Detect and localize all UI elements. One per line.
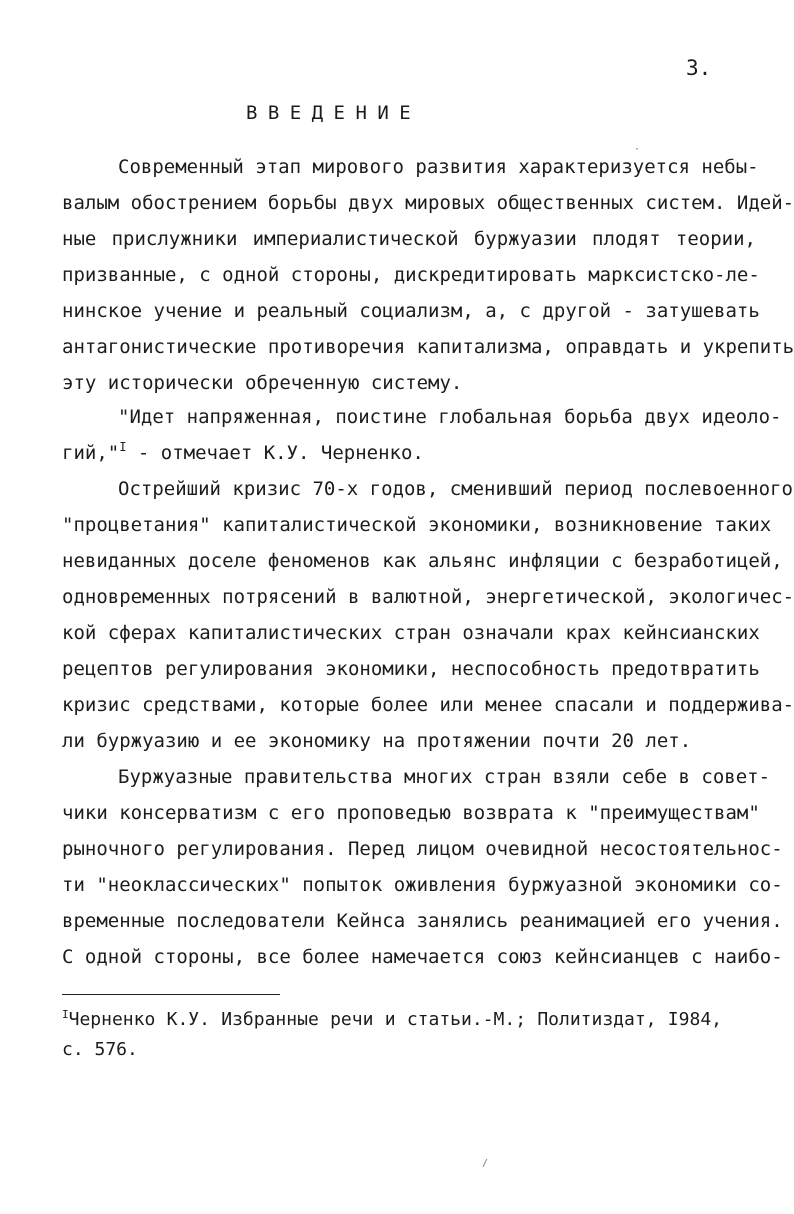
text-line: ные прислужники империалистической буржуазии плодят теории,	[62, 228, 756, 250]
text-line: кой сферах капиталистических стран означали крах кейнсианских	[62, 622, 760, 644]
footnote-line: с. 576.	[62, 1039, 138, 1060]
page-title: ВВЕДЕНИЕ	[246, 102, 422, 124]
text-line: нинское учение и реальный социализм, а, с другой - затушевать	[62, 300, 760, 322]
footnote-marker: I	[62, 1008, 69, 1021]
text-line: одновременных потрясений в валютной, энергетической, экологичес-	[62, 586, 794, 608]
text-line: призванные, с одной стороны, дискредитировать марксистско-ле-	[62, 264, 760, 286]
text-line: временные последователи Кейнса занялись реанимацией его учения.	[62, 910, 783, 932]
footnote-citation: Черненко К.У. Избранные речи и статьи.-М.; Политиздат, I984,	[68, 1009, 722, 1030]
text-line: рыночного регулирования. Перед лицом очевидной несостоятельнос-	[62, 838, 783, 860]
footnote-reference: I	[119, 440, 127, 454]
scan-speck: ·	[634, 144, 641, 155]
page-number: 3.	[686, 56, 712, 80]
footnote-separator	[62, 994, 280, 995]
text-line: ли буржуазию и ее экономику на протяжении почти 20 лет.	[62, 730, 692, 752]
text-line: Современный этап мирового развития характеризуется небы-	[118, 156, 759, 178]
text-line: "процветания" капиталистической экономики, возникновение таких	[62, 514, 772, 536]
text-line	[62, 440, 756, 466]
text-line: невиданных доселе феноменов как альянс инфляции с безработицей,	[62, 550, 783, 572]
text-line: антагонистические противоречия капитализма, оправдать и укрепить	[62, 336, 794, 358]
text-line: С одной стороны, все более намечается союз кейнсианцев с наибо-	[62, 946, 783, 968]
scan-speck: /	[482, 1158, 489, 1169]
text-line: валым обострением борьбы двух мировых общественных систем. Идей-	[62, 192, 794, 214]
text-line: ти "неоклассических" попыток оживления буржуазной экономики со-	[62, 874, 783, 896]
text-line: кризис средствами, которые более или менее спасали и поддержива-	[62, 694, 794, 716]
footnote-line	[62, 1008, 722, 1032]
text-line: Острейший кризис 70-х годов, сменивший период послевоенного	[118, 478, 793, 500]
text-line: "Идет напряженная, поистине глобальная борьба двух идеоло-	[118, 406, 782, 428]
attribution: - отмечает К.У. Черненко.	[126, 442, 424, 464]
text-line: эту исторически обреченную систему.	[62, 372, 463, 394]
text-line: Буржуазные правительства многих стран взяли себе в совет-	[118, 766, 771, 788]
text-line: рецептов регулирования экономики, неспособность предотвратить	[62, 658, 760, 680]
text-line: чики консерватизм с его проповедью возврата к "преимуществам"	[62, 802, 760, 824]
quote-end: гий,"	[62, 442, 120, 464]
